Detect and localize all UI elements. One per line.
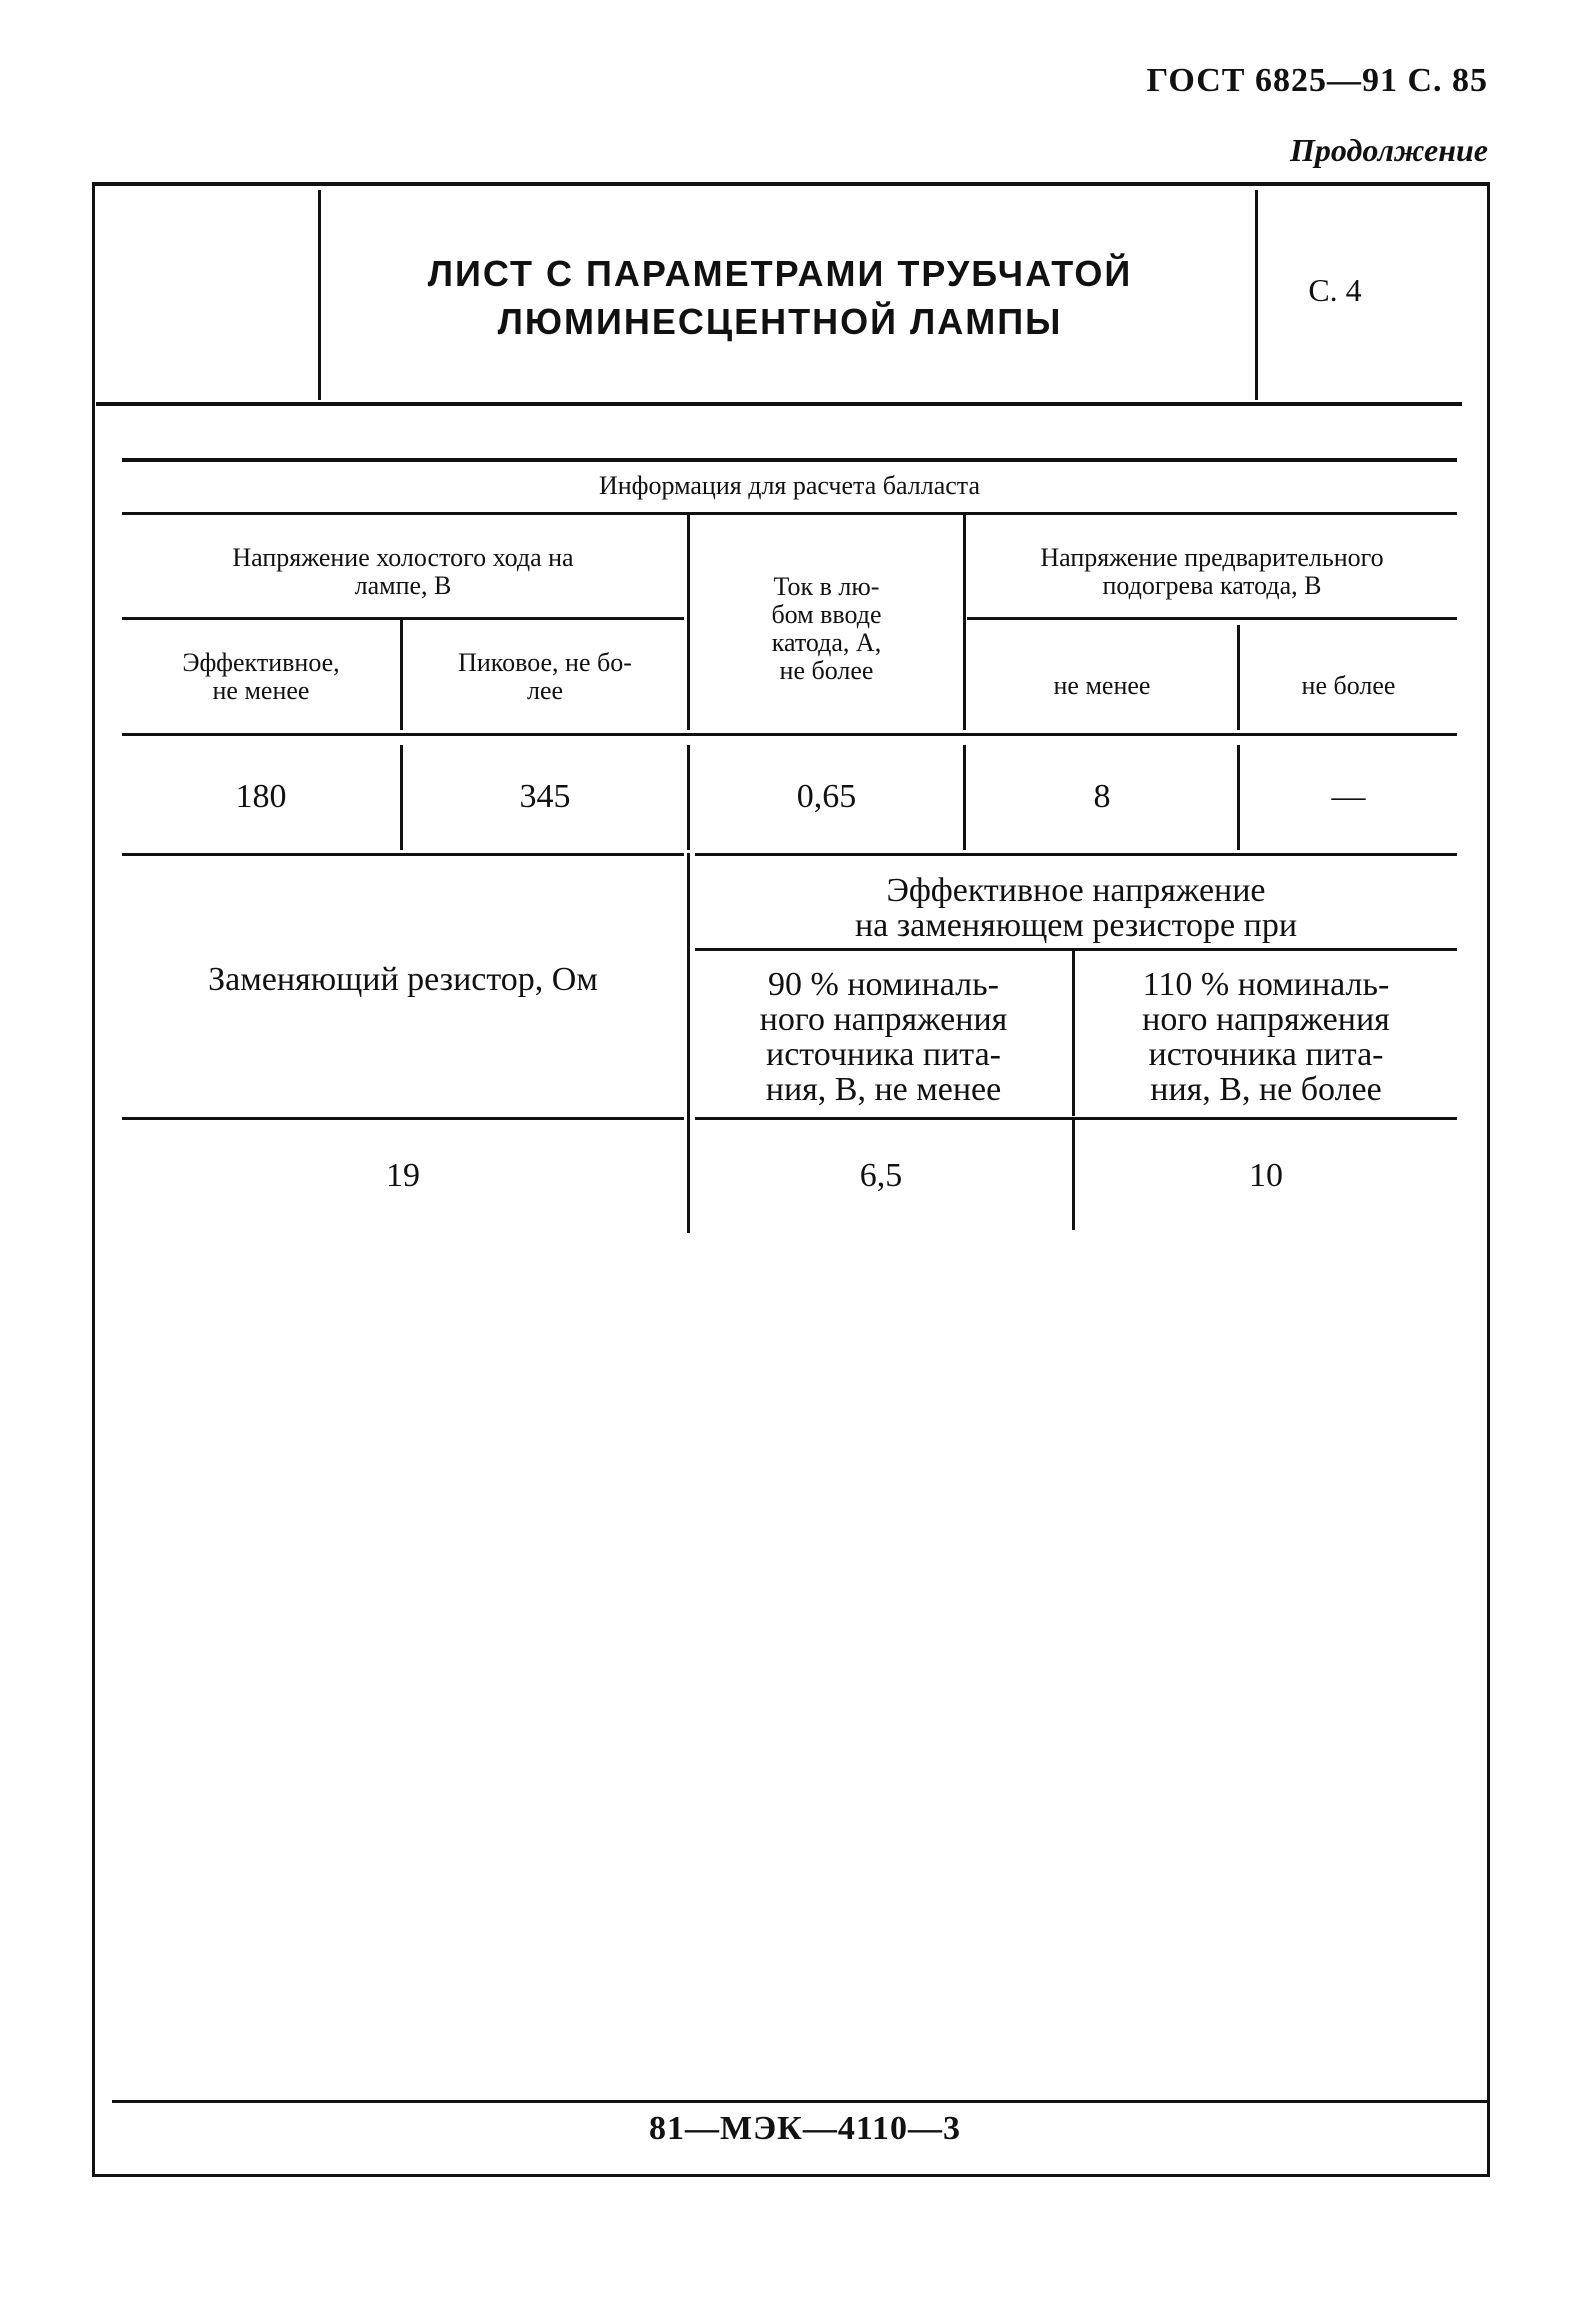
effective-voltage-value: 180: [235, 778, 287, 815]
peak-voltage-value: 345: [519, 778, 571, 815]
sheet-title: [330, 250, 1230, 346]
resistor-value: 19: [386, 1157, 420, 1194]
ballast-caption: Информация для расчета балласта: [598, 471, 981, 500]
sheet-title-line2: ЛЮМИНЕСЦЕНТНОЙ ЛАМПЫ: [497, 301, 1063, 342]
cathode-current-value: 0,65: [796, 778, 857, 815]
footer-code: 81—МЭК—4110—3: [649, 2110, 961, 2147]
cathode-current-header: Ток в лю- бом вводе катода, А, не более: [771, 572, 882, 685]
voltage-110-percent-header: 110 % номиналь- ного напряжения источника пита- ния, В, не более: [1142, 966, 1390, 1108]
replacement-resistor-header: Заменяющий резистор, Ом: [208, 961, 598, 998]
effective-voltage-on-resistor-header: Эффективное напряжение на заменяющем резисторе при: [854, 872, 1298, 944]
voltage-90-value: 6,5: [859, 1157, 903, 1194]
sheet-number: С. 4: [1308, 272, 1362, 308]
preheat-max-value: —: [1331, 778, 1366, 815]
preheat-min-value: 8: [1093, 778, 1111, 815]
preheat-min-header: не менее: [1053, 671, 1151, 700]
peak-voltage-header: Пиковое, не бо- лее: [458, 648, 632, 705]
preheat-voltage-header: Напряжение предварительного подогрева катода, В: [1040, 543, 1384, 600]
preheat-max-header: не более: [1301, 671, 1396, 700]
voltage-110-value: 10: [1249, 1157, 1283, 1194]
voltage-90-percent-header: 90 % номиналь- ного напряжения источника пита- ния, В, не менее: [759, 966, 1008, 1108]
continuation-label: Продолжение: [1290, 132, 1488, 168]
document-reference: ГОСТ 6825—91 С. 85: [1146, 62, 1488, 99]
effective-voltage-header: Эффективное, не менее: [182, 648, 340, 705]
open-circuit-voltage-header: Напряжение холостого хода на лампе, В: [232, 543, 574, 600]
sheet-title-line1: ЛИСТ С ПАРАМЕТРАМИ ТРУБЧАТОЙ: [427, 253, 1133, 294]
